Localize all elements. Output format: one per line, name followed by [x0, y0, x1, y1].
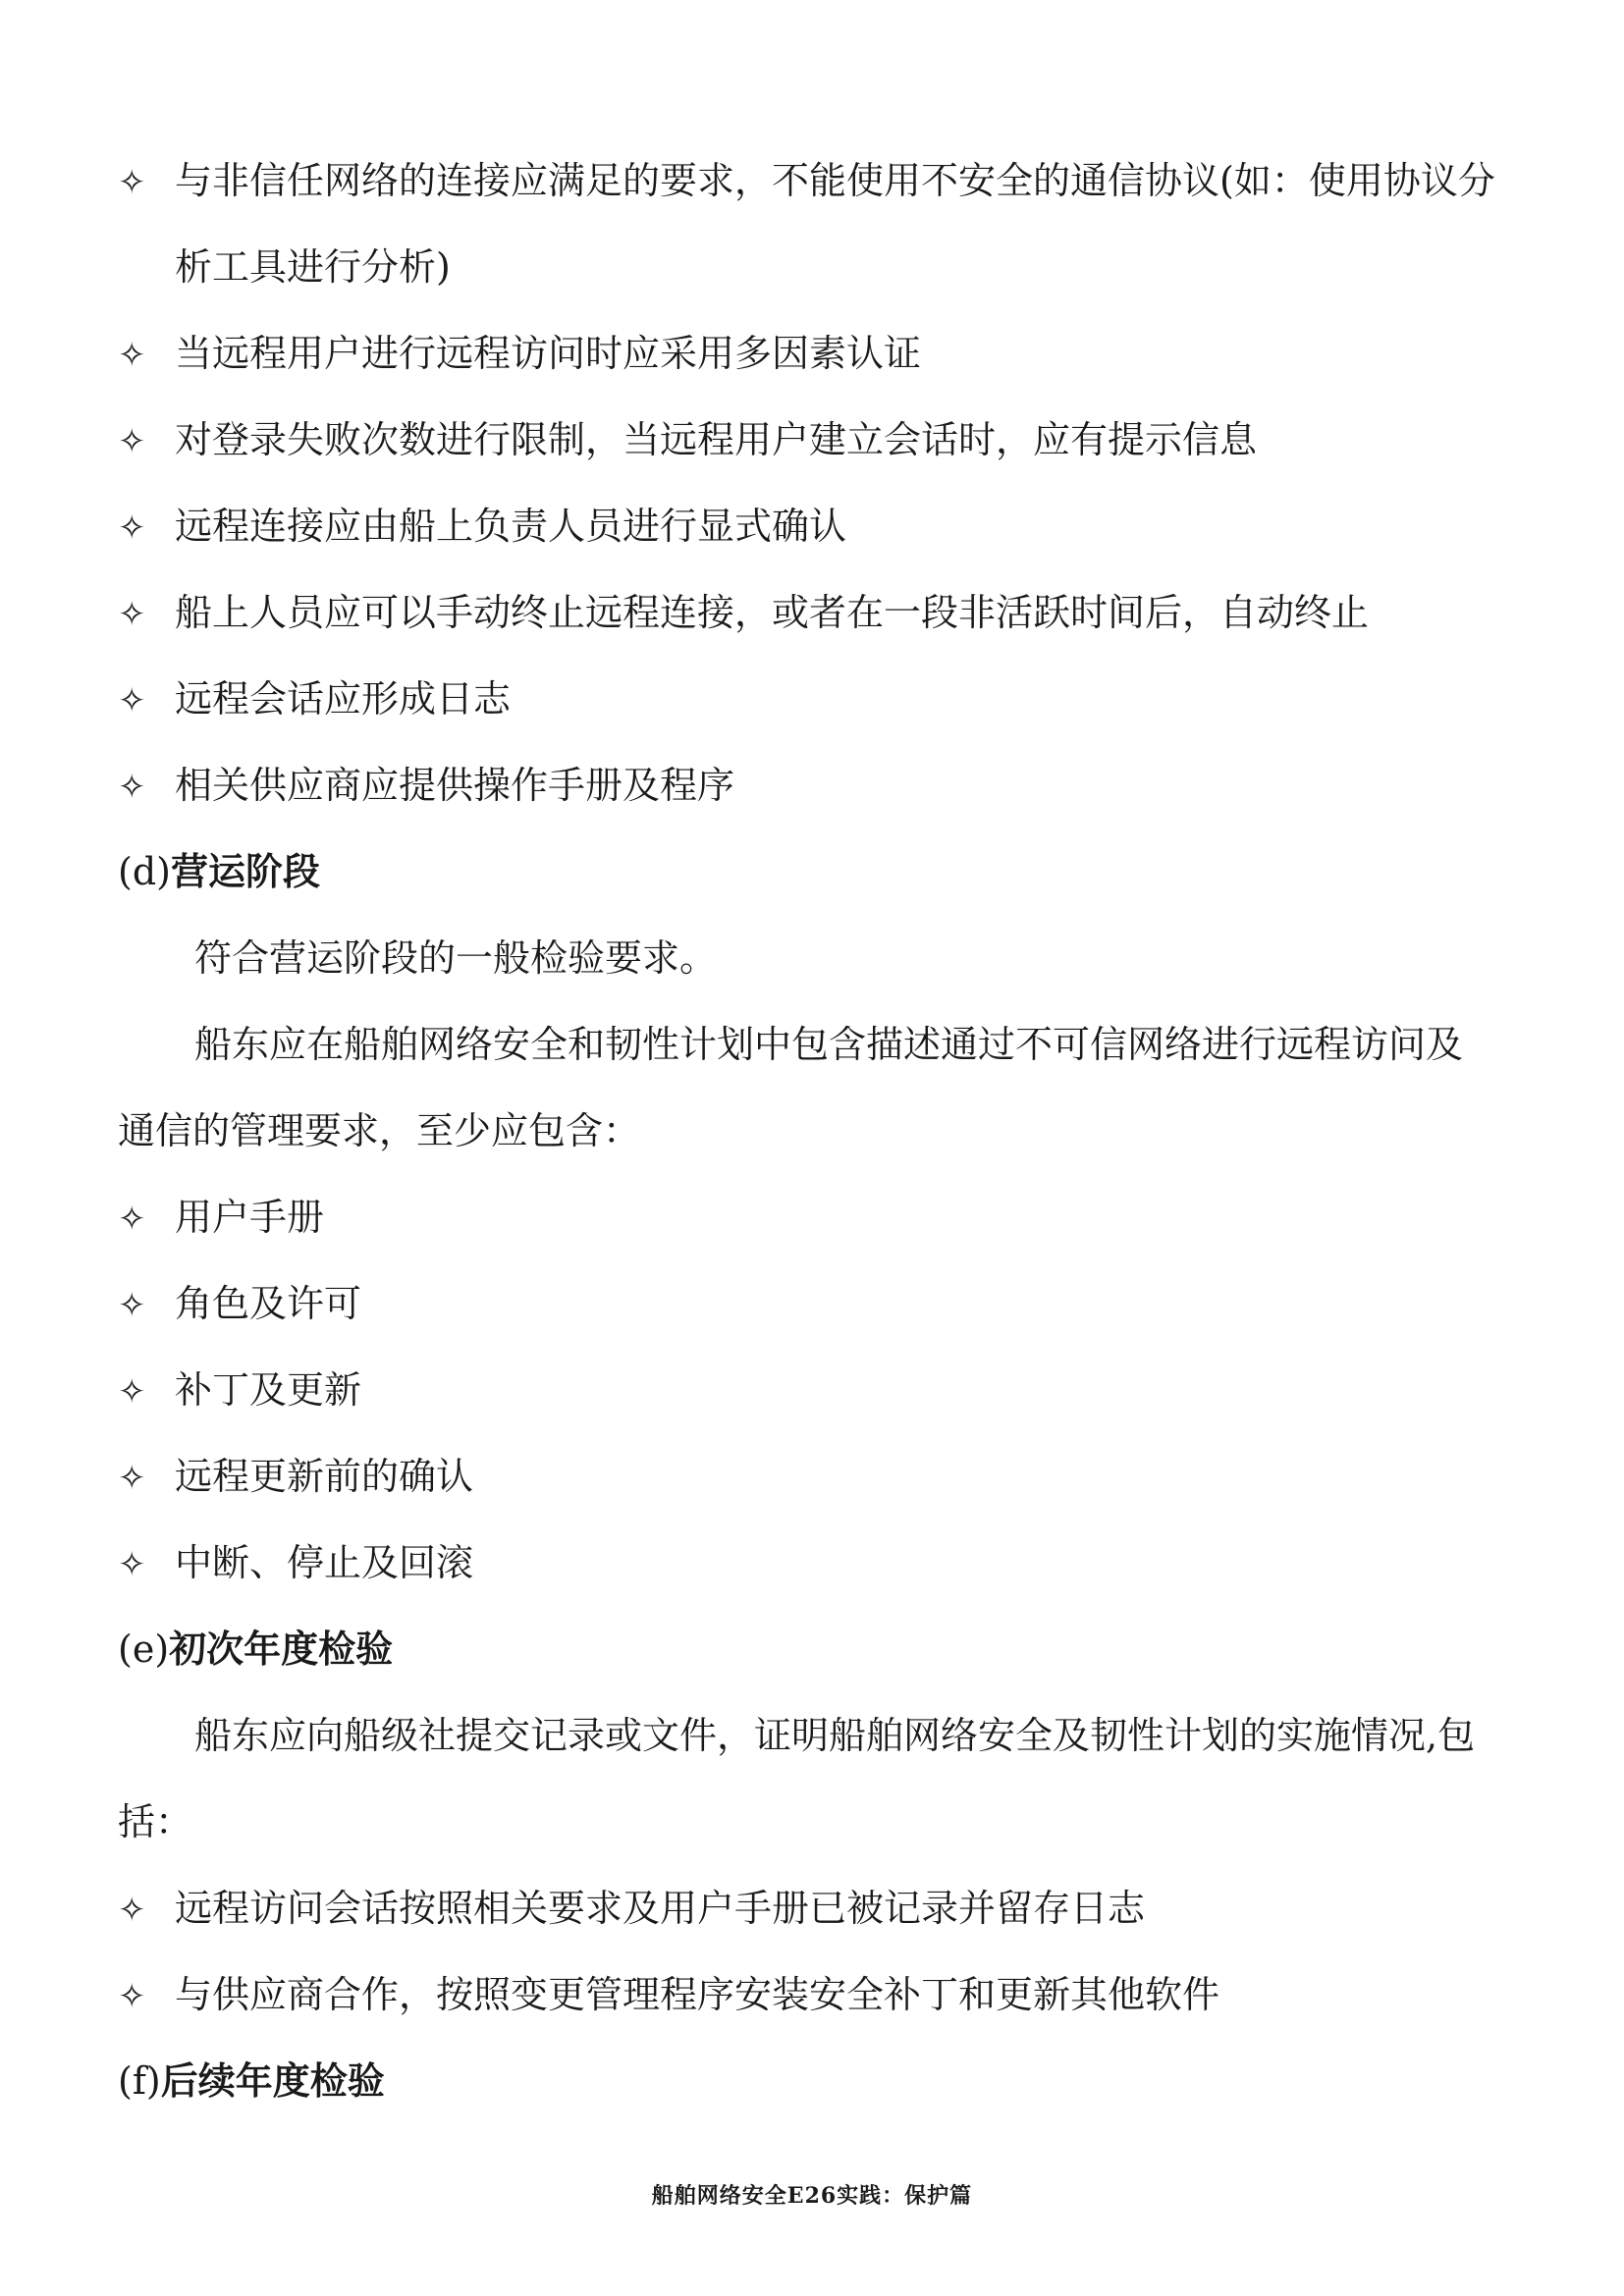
bullet-item: [118, 1453, 1512, 1502]
bullet-item: [118, 1366, 1512, 1415]
bullet-item: [118, 762, 1512, 811]
bullet-text: 远程更新前的确认: [175, 1455, 474, 1498]
bullet-star-icon: ✧: [118, 336, 146, 375]
bullet-star-icon: ✧: [118, 1286, 146, 1325]
bullet-text: 与供应商合作，按照变更管理程序安装安全补丁和更新其他软件: [175, 1973, 1220, 2016]
bullet-star-icon: ✧: [118, 595, 146, 634]
bullet-item: [118, 1539, 1512, 1588]
bullet-star-icon: ✧: [118, 1891, 146, 1930]
paragraph: 符合营运阶段的一般检验要求。: [194, 936, 718, 980]
bullet-item: [118, 503, 1512, 552]
heading-prefix: (e): [118, 1628, 170, 1671]
bullet-star-icon: ✧: [118, 1977, 146, 2016]
bullet-item: [118, 1280, 1512, 1329]
bullet-item: [118, 330, 1512, 379]
bullet-star-icon: ✧: [118, 422, 146, 461]
heading-prefix: (d): [118, 850, 171, 893]
bullet-text: 远程会话应形成日志: [175, 677, 512, 721]
bullet-text: 相关供应商应提供操作手册及程序: [175, 764, 735, 807]
bullet-text: 对登录失败次数进行限制，当远程用户建立会话时，应有提示信息: [175, 418, 1258, 461]
paragraph: 船东应向船级社提交记录或文件，证明船舶网络安全及韧性计划的实施情况,包: [194, 1714, 1476, 1757]
bullet-item: [118, 157, 1512, 206]
bullet-text: 用户手册: [175, 1196, 325, 1239]
heading-text: 初次年度检验: [169, 1628, 394, 1671]
paragraph-continuation: 通信的管理要求，至少应包含：: [118, 1109, 641, 1152]
bullet-text: 远程连接应由船上负责人员进行显式确认: [175, 505, 847, 548]
bullet-item: [118, 589, 1512, 638]
bullet-star-icon: ✧: [118, 681, 146, 721]
bullet-item: [118, 675, 1512, 724]
bullet-star-icon: ✧: [118, 508, 146, 548]
bullet-item: [118, 1194, 1512, 1243]
bullet-item: [118, 416, 1512, 465]
bullet-item: [118, 1885, 1512, 1934]
bullet-text: 远程访问会话按照相关要求及用户手册已被记录并留存日志: [175, 1887, 1146, 1930]
heading-prefix: (f): [118, 2059, 161, 2103]
bullet-star-icon: ✧: [118, 163, 146, 202]
bullet-text-continuation: 析工具进行分析): [175, 245, 451, 289]
bullet-text: 中断、停止及回滚: [175, 1541, 474, 1584]
paragraph: 船东应在船舶网络安全和韧性计划中包含描述通过不可信网络进行远程访问及: [194, 1023, 1464, 1066]
bullet-star-icon: ✧: [118, 1545, 146, 1584]
bullet-text: 补丁及更新: [175, 1368, 362, 1412]
paragraph-continuation: 括：: [118, 1800, 193, 1843]
bullet-star-icon: ✧: [118, 1372, 146, 1412]
bullet-star-icon: ✧: [118, 1459, 146, 1498]
bullet-item: [118, 1971, 1512, 2020]
page-footer: 船舶网络安全E26实践：保护篇: [651, 2183, 973, 2209]
bullet-text: 船上人员应可以手动终止远程连接，或者在一段非活跃时间后，自动终止: [175, 591, 1370, 634]
section-heading-e: [118, 1626, 1512, 1673]
bullet-text: 与非信任网络的连接应满足的要求，不能使用不安全的通信协议(如：使用协议分: [175, 159, 1495, 202]
bullet-text: 角色及许可: [175, 1282, 362, 1325]
heading-text: 后续年度检验: [160, 2059, 385, 2103]
bullet-star-icon: ✧: [118, 768, 146, 807]
bullet-star-icon: ✧: [118, 1200, 146, 1239]
bullet-text: 当远程用户进行远程访问时应采用多因素认证: [175, 332, 922, 375]
heading-text: 营运阶段: [170, 850, 320, 893]
section-heading-d: [118, 848, 1512, 895]
section-heading-f: [118, 2057, 1512, 2105]
